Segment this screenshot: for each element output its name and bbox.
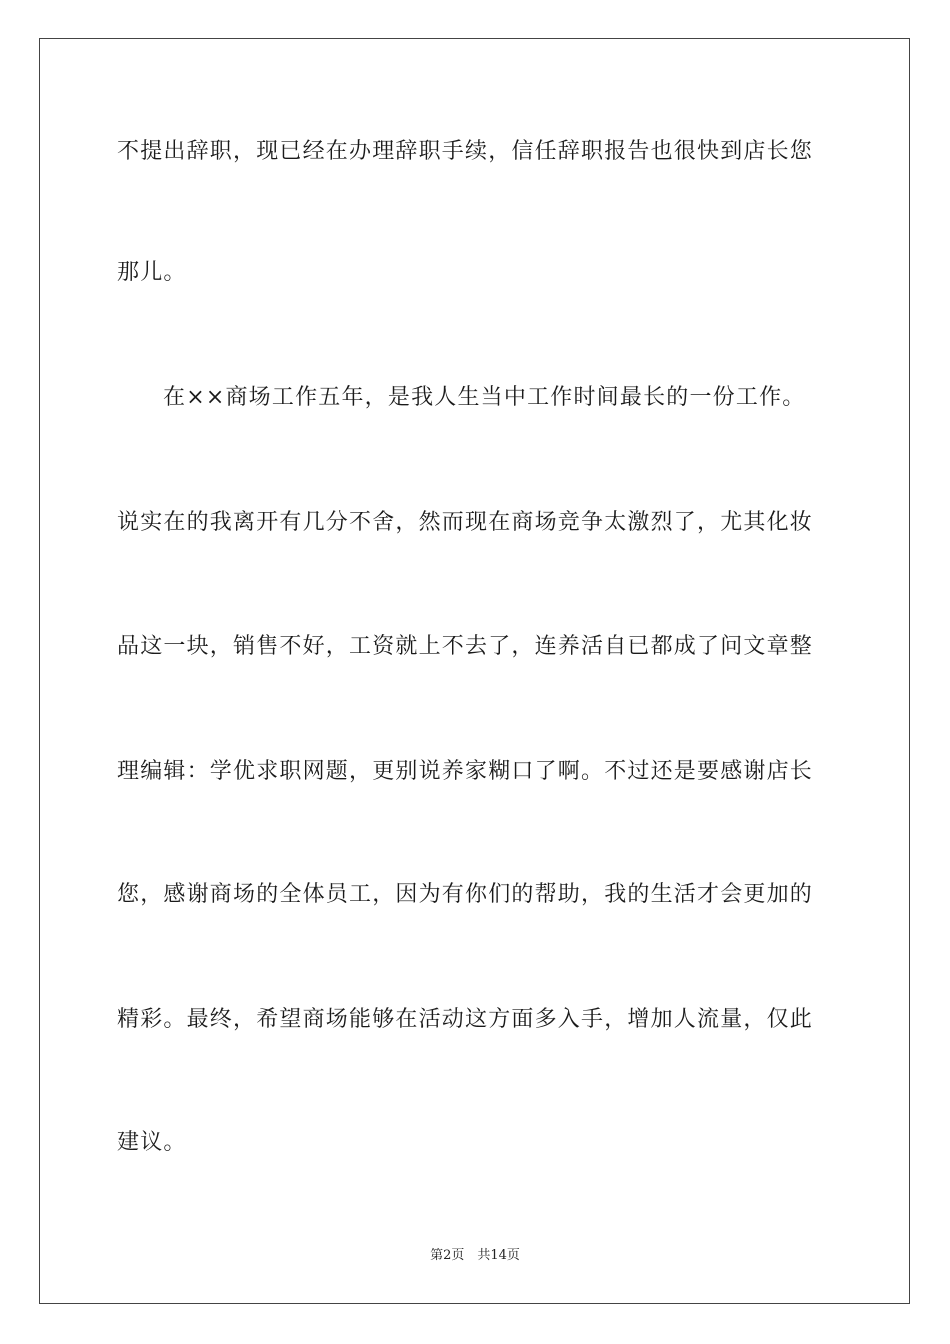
paragraph-first-line: 在××商场工作五年，是我人生当中工作时间最长的一份工作。 [163,385,806,410]
text-line: 说实在的我离开有几分不舍，然而现在商场竞争太激烈了，尤其化妆 [117,510,814,535]
text-line: 品这一块，销售不好，工资就上不去了，连养活自已都成了问文章整 [117,634,814,659]
text-line: 理编辑：学优求职网题，更别说养家糊口了啊。不过还是要感谢店长 [117,759,814,784]
text-line: 那儿。 [117,260,187,285]
text-line: 不提出辞职，现已经在办理辞职手续，信任辞职报告也很快到店长您 [117,139,814,164]
page-border [39,38,910,1304]
page-number-footer: 第2页 共14页 [430,1248,520,1263]
text-line: 您，感谢商场的全体员工，因为有你们的帮助，我的生活才会更加的 [117,882,814,907]
text-line: 精彩。最终，希望商场能够在活动这方面多入手，增加人流量，仅此 [117,1007,814,1032]
text-line: 建议。 [117,1130,187,1155]
